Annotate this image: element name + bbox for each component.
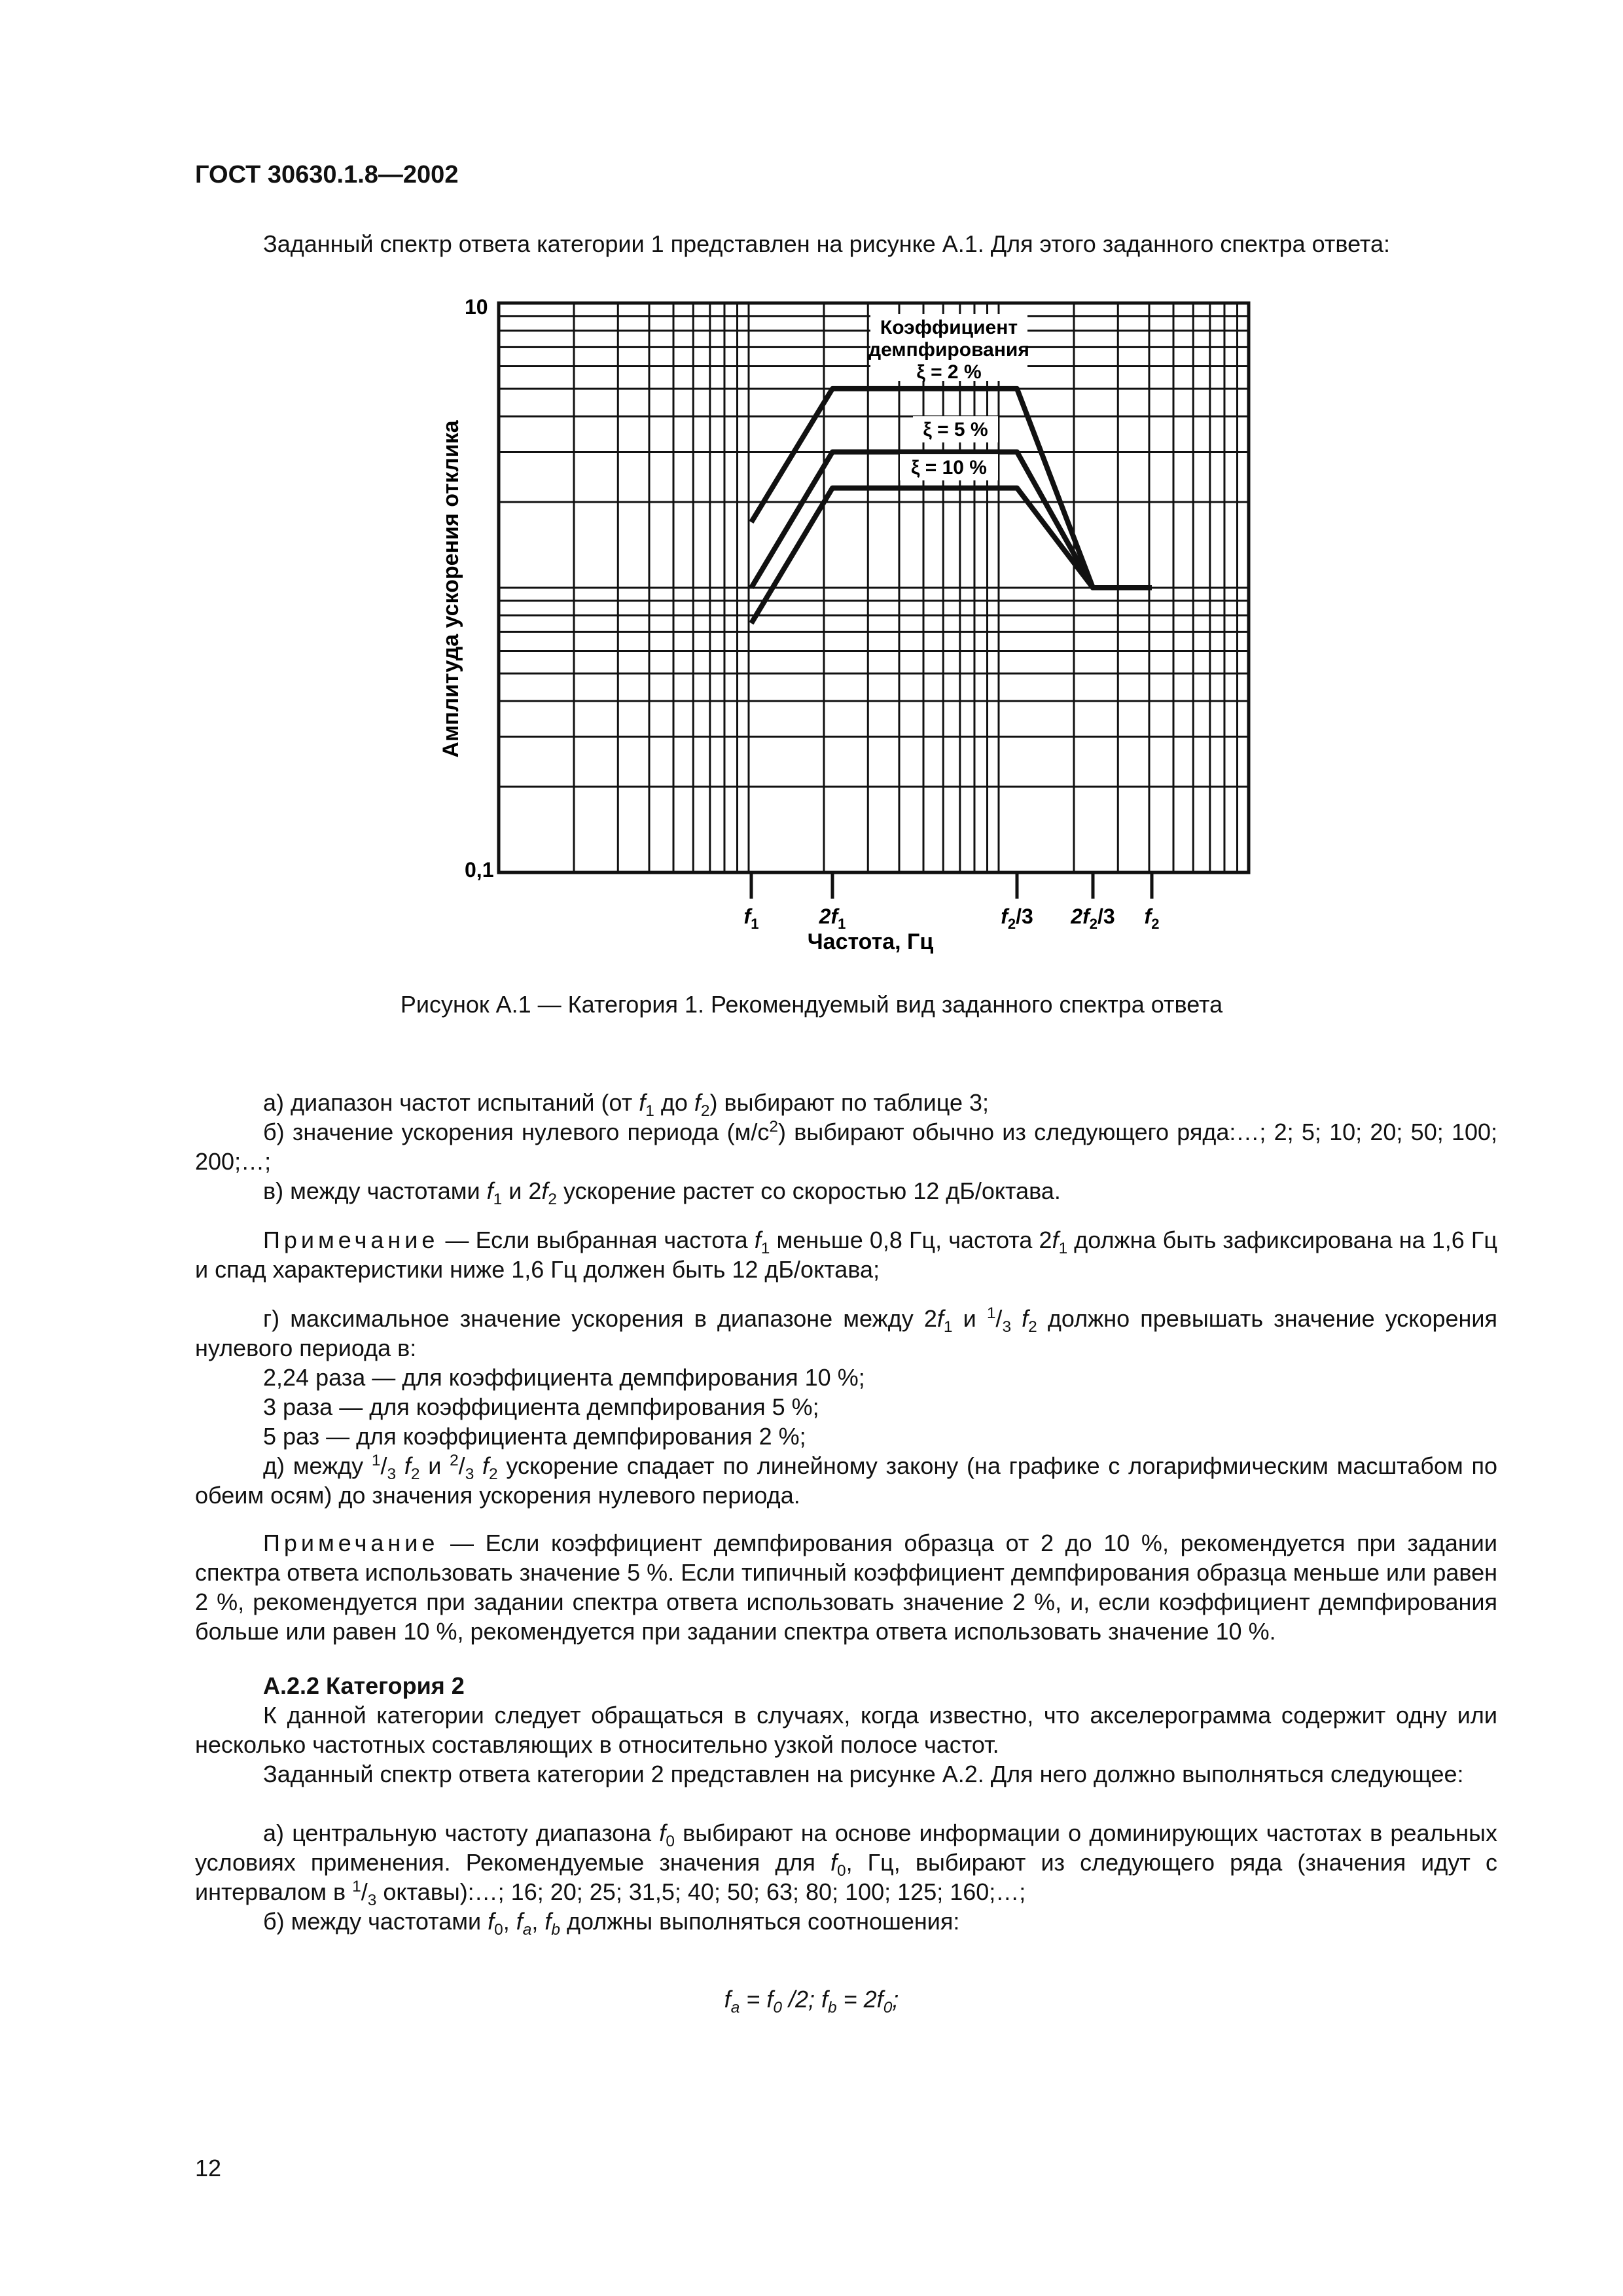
legend-2pct-text: ξ = 2 %	[916, 361, 982, 383]
section-item-b: б) между частотами $f_0$, $f_a$, $f_b$ должны выполняться соотношения:	[263, 1908, 960, 1939]
legend-2pct-text: демпфирования	[868, 339, 1029, 361]
legend-5pct-text: ξ = 5 %	[923, 419, 988, 440]
section-item-a: а) центральную частоту диапазона $f_0$ выбирают на основе информации о доминирующих частотах в реальных условиях применения. Рекомендуемые значения для $f_0$, Гц, выбирают из следующего ряда (значения идут с интервалом в $^1/_3$ октавы):…; 16; 20; 25; 31,5; 40; 50; 63; 80; 100; 125; 160;…;	[195, 1820, 1497, 1910]
x-ticks	[744, 872, 1160, 932]
section-paragraph-1: К данной категории следует обращаться в случаях, когда известно, что акселерограмма содержит одну или несколько частотных составляющих в относительно узкой полосе частот.	[195, 1702, 1497, 1758]
list-item-a: а) диапазон частот испытаний (от $f_1$ до $f_2$) выбирают по таблице 3;	[263, 1089, 989, 1121]
legend-layer	[868, 314, 1029, 480]
g-list-item-1: 2,24 раза — для коэффициента демпфирования 10 %;	[263, 1364, 865, 1391]
x-axis-label: Частота, Гц	[807, 929, 934, 954]
section-paragraph-2: Заданный спектр ответа категории 2 представлен на рисунке А.2. Для него должно выполняться следующее:	[263, 1761, 1464, 1787]
x-tick-label: $f_1$	[743, 905, 759, 932]
legend-2pct-text: Коэффициент	[880, 317, 1018, 338]
g-list-item-3: 5 раз — для коэффициента демпфирования 2 %;	[263, 1423, 806, 1450]
y-tick-label-bottom: 0,1	[465, 858, 494, 882]
intro-paragraph: Заданный спектр ответа категории 1 представлен на рисунке А.1. Для этого заданного спектра ответа:	[263, 230, 1391, 257]
list-item-d: д) между $^1/_3$ $f_2$ и $^2/_3$ $f_2$ ускорение спадает по линейному закону (на графике с логарифмическим масштабом по обеим осям) до значения ускорения нулевого периода.	[195, 1452, 1497, 1509]
g-list-item-2: 3 раза — для коэффициента демпфирования 5 %;	[263, 1393, 819, 1420]
formula: $f_a = f_0$ /2; $f_b = 2f_0$;	[724, 1986, 899, 2017]
page-number: 12	[195, 2155, 222, 2181]
note-1-label: Примечание	[263, 1227, 439, 1253]
note-1: Примечание — Если выбранная частота $f_1$ меньше 0,8 Гц, частота $2f_1$ должна быть зафиксирована на 1,6 Гц и спад характеристики ниже 1,6 Гц должен быть 12 дБ/октава;	[195, 1227, 1497, 1283]
document-header: ГОСТ 30630.1.8—2002	[195, 161, 459, 188]
list-item-g: г) максимальное значение ускорения в диапазоне между $2f_1$ и $^1/_3$ $f_2$ должно превышать значение ускорения нулевого периода в:	[195, 1304, 1497, 1361]
response-spectrum-chart	[419, 288, 1296, 982]
note-2: Примечание — Если коэффициент демпфирования образца от 2 до 10 %, рекомендуется при задании спектра ответа использовать значение 5 %. Если типичный коэффициент демпфирования образца меньше или равен 2 %, рекомендуется при задании спектра ответа использовать значение 2 %, и, если коэффициент демпфирования больше или равен 10 %, рекомендуется при задании спектра ответа использовать значение 10 %.	[195, 1530, 1497, 1645]
y-tick-label-top: 10	[465, 295, 488, 319]
list-item-v: в) между частотами $f_1$ и $2f_2$ ускорение растет со скоростью 12 дБ/октава.	[263, 1177, 1061, 1209]
x-tick-label: $2f_1$	[819, 905, 846, 932]
x-tick-label: $f_2/3$	[1001, 905, 1033, 932]
series-line-3	[751, 488, 1152, 624]
list-item-b: б) значение ускорения нулевого периода $(м/с^2)$ выбирают обычно из следующего ряда:…; 2; 5; 10; 20; 50; 100; 200;…;	[195, 1118, 1498, 1175]
figure-caption: Рисунок А.1 — Категория 1. Рекомендуемый вид заданного спектра ответа	[400, 991, 1223, 1018]
note-2-label: Примечание	[263, 1530, 439, 1556]
section-title: А.2.2 Категория 2	[263, 1672, 465, 1699]
x-tick-label: $f_2$	[1144, 905, 1160, 932]
y-axis-label: Амплитуда ускорения отклика	[438, 420, 463, 758]
legend-10pct-text: ξ = 10 %	[911, 457, 987, 478]
x-tick-label: $2f_2/3$	[1071, 905, 1115, 932]
